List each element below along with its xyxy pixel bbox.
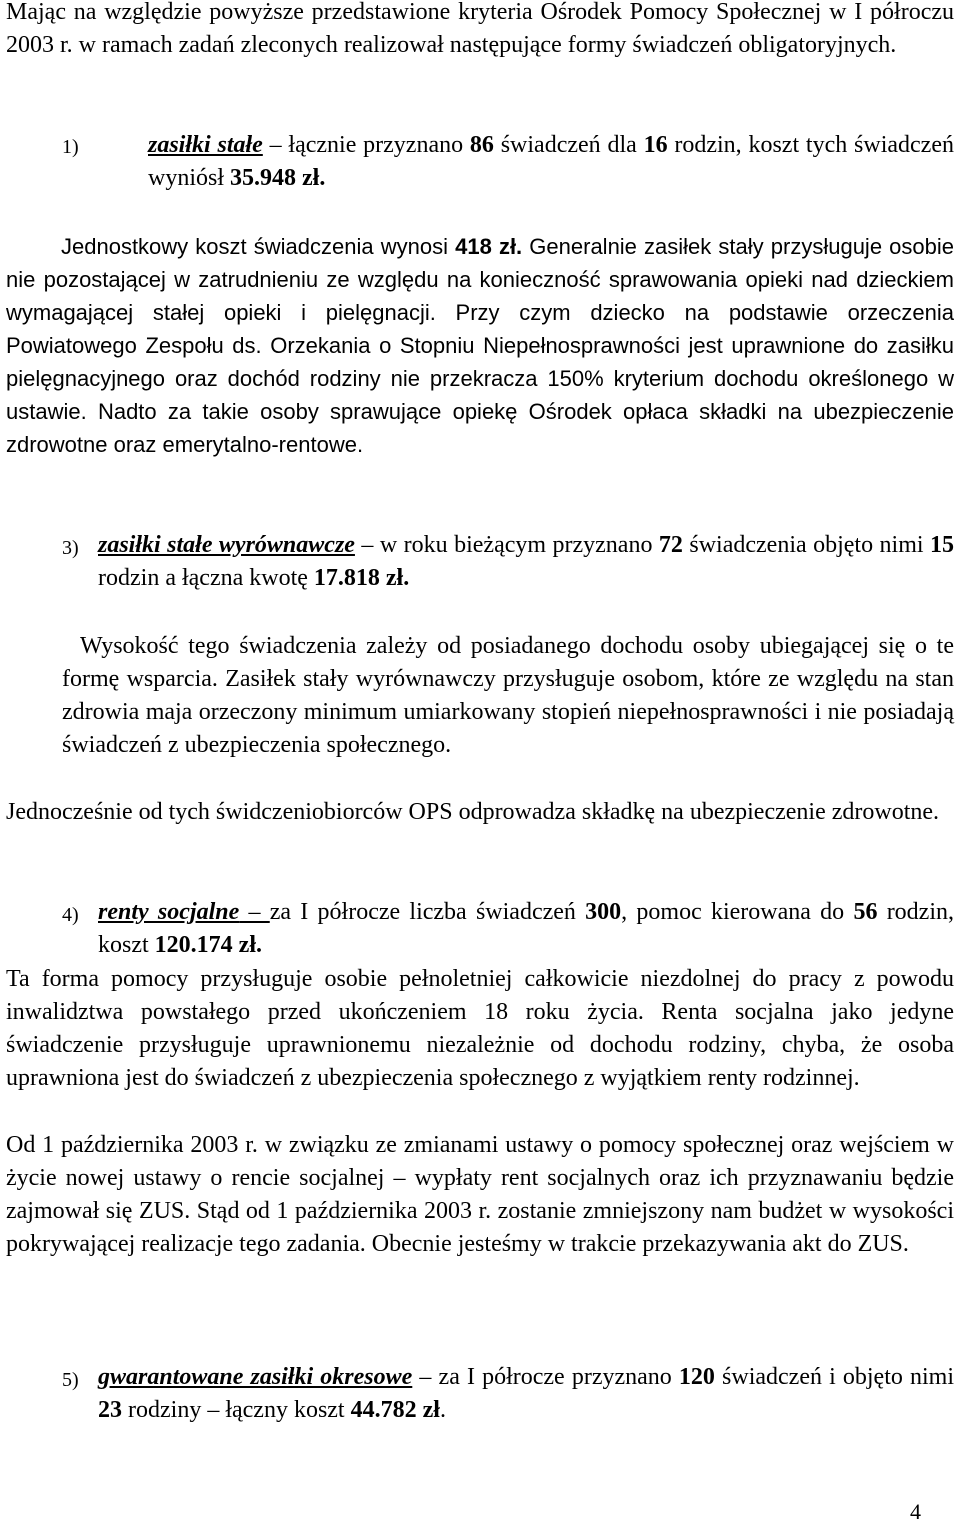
item-1-number: 1) [62,136,79,158]
intro-paragraph: Mając na względzie powyższe przedstawione kryteria Ośrodek Pomocy Społecznej w I półroczu 2003 r. w ramach zadań zleconych realizował następujące formy świadczeń obligatoryjnych. [6,0,954,58]
zus-paragraph: Od 1 października 2003 r. w związku ze zmianami ustawy o pomocy społecznej oraz wejściem w życie nowej ustawy o rencie socjalnej – wypłaty rent socjalnych oraz ich przyznawaniu będzie zajmował się ZUS. Stąd od 1 października 2003 r. zostanie zmniejszony nam budżet w wysokości pokrywającej realizacje tego zadania. Obecnie jesteśmy w trakcie przekazywania akt do ZUS. [6,1132,954,1257]
item-3-term: zasiłki stałe wyrównawcze [98,532,355,558]
item-1-dash: – [262,132,289,158]
item-1-text-a: łącznie przyznano [288,132,470,158]
item-3-cost: 17.818 zł. [313,565,410,591]
item-3-text-b: świadczenia objęto nimi [682,532,930,558]
item-4-text-b: , pomoc kierowana do [621,899,854,925]
unit-cost-rest: Generalnie zasiłek stały przysługuje osobie nie pozostającej w zatrudnieniu ze względu na konieczność sprawowania opieki nad dzieckiem wymagającej stałej opieki i pielęgnacji. Przy czym dziecko na podstawie orzeczenia Powiatowego Zespołu ds. Orzekania o Stopniu Niepełnosprawności jest uprawnione do zasiłku pielęgnacyjnego oraz dochód rodziny nie przekracza 150% kryterium dochodu określonego w ustawie. Nadto za takie osoby sprawujące opiekę Ośrodek opłaca składki na ubezpieczenie zdrowotne oraz emerytalno-rentowe. [6,234,955,457]
item-3-dash: – [354,532,380,558]
item-5-number: 5) [62,1369,79,1391]
item-1-text-b: świadczeń dla [493,132,644,158]
item-4-text-a: za I półrocze liczba świadczeń [269,899,586,925]
item-5-term: gwarantowane zasiłki okresowe [98,1364,413,1390]
item-4-text [98,896,954,962]
item-3-explanation-text: Wysokość tego świadczenia zależy od posiadanego dochodu osoby ubiegającej się o te formę wsparcia. Zasiłek stały wyrównawczy przysługuje osobom, które ze względu na stan zdrowia maja orzeczony minimum umiarkowany stopień niepełnosprawności i nie posiadają świadczeń z ubezpieczenia społecznego. [62,633,954,758]
item-1-count: 86 [469,132,494,158]
unit-cost-amount: 418 zł. [455,234,523,259]
unit-cost-lead: Jednostkowy koszt świadczenia wynosi [61,234,456,259]
item-3-families: 15 [930,532,954,558]
renta-paragraph: Ta forma pomocy przysługuje osobie pełnoletniej całkowicie niezdolnej do pracy z powodu inwalidztwa powstałego przed ukończeniem 18 roku życia. Renta socjalna jako jedyne świadczenie przysługuje uprawnionemu niezależnie od dochodu rodziny, chyba, że osoba uprawniona jest do świadczeń z ubezpieczenia społecznego z wyjątkiem renty rodzinnej. [6,966,954,1091]
item-5-families: 23 [98,1397,122,1423]
item-4-cost: 120.174 zł. [154,932,262,958]
item-4-term: renty socjalne [98,899,240,925]
item-4-number: 4) [62,904,79,926]
item-3-text-a: w roku bieżącym przyznano [379,532,659,558]
ops-paragraph: Jednocześnie od tych świdczeniobiorców OPS odprowadza składkę na ubezpieczenie zdrowotne. [6,799,940,825]
item-5-cost: 44.782 zł [350,1397,440,1423]
item-3-text-c: rodzin a łączna kwotę [98,565,314,591]
item-3-explanation [62,630,954,762]
item-4-text-c: rodzin, koszt [98,899,954,958]
item-1-cost: 35.948 zł. [230,165,326,191]
page-number: 4 [910,1499,921,1524]
item-3-count: 72 [658,532,683,558]
item-5-text [98,1361,954,1427]
item-5-text-b: świadczeń i objęto nimi [714,1364,955,1390]
item-4-dash: – [239,899,270,925]
item-5-dash: – [412,1364,439,1390]
item-1-text-c: rodzin, koszt tych świadczeń wyniósł [148,132,954,191]
item-3-number: 3) [62,537,79,559]
item-5-text-c: rodziny – łączny koszt [122,1397,351,1423]
unit-cost-paragraph [6,230,954,461]
item-1-text [148,129,954,195]
item-1-families: 16 [643,132,668,158]
item-4-families: 56 [853,899,878,925]
item-3-text [98,529,954,595]
item-1-term: zasiłki stałe [148,132,263,158]
item-5-count: 120 [678,1364,715,1390]
item-4-count: 300 [585,899,622,925]
item-5-end: . [439,1397,446,1423]
item-5-text-a: za I półrocze przyznano [438,1364,679,1390]
